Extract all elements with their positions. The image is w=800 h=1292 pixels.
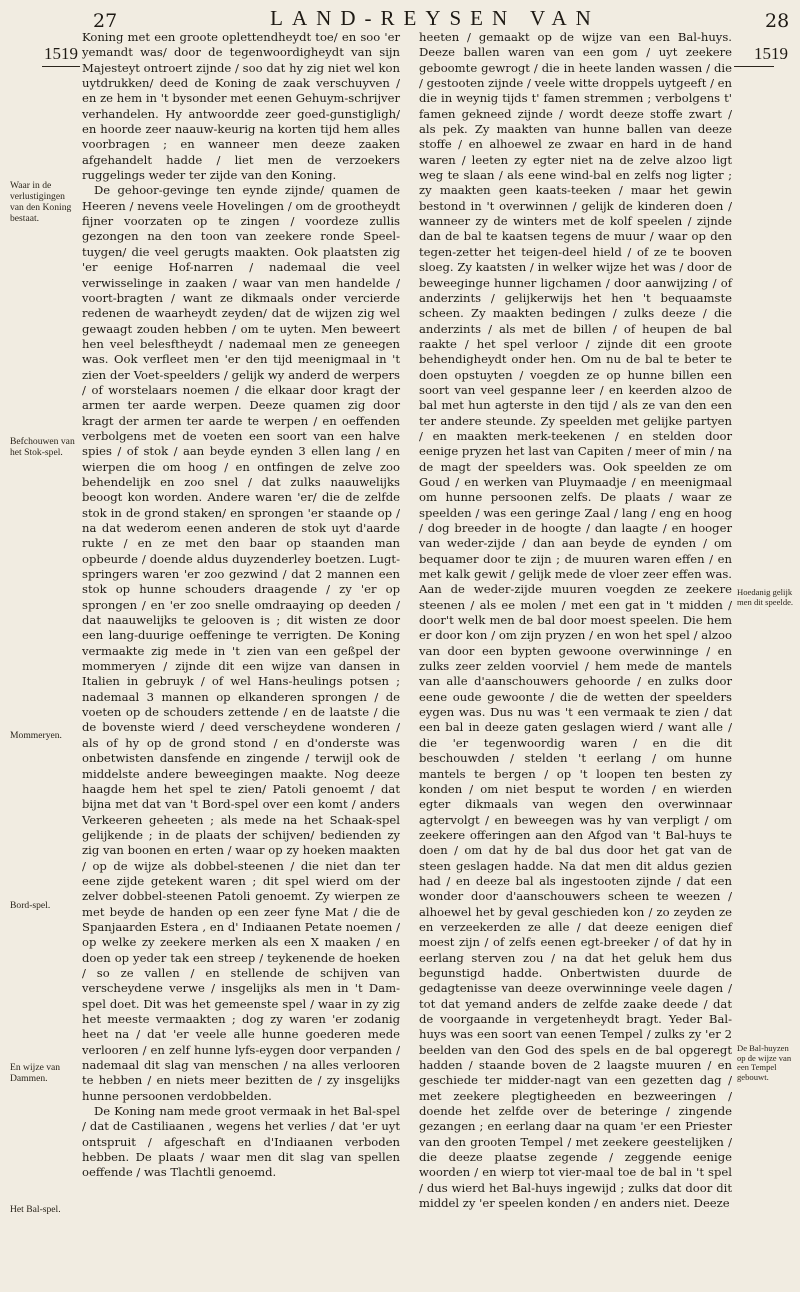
margin-note: Hoedanig gelijk men dit speelde. bbox=[737, 587, 794, 607]
year-rule-left bbox=[42, 66, 80, 67]
year-left: 1519 bbox=[44, 44, 78, 63]
year-rule-right bbox=[734, 66, 774, 67]
margin-note: Waar in de verlustigingen van den Koning bestaat. bbox=[10, 180, 72, 224]
margin-note: De Bal-huyzen op de wijze van een Tempel gebouwt. bbox=[737, 1043, 792, 1082]
running-title: LAND-REYSEN VAN bbox=[270, 6, 600, 30]
margin-note: Het Bal-spel. bbox=[10, 1204, 61, 1215]
page-number-right: 28 bbox=[765, 10, 790, 32]
paragraph: De Koning nam mede groot vermaak in het Bal-spel / dat de Castiliaanen , wegens het verlies / dat 'er uyt ontspruit / afgeschaft en d'Indiaanen verboden hebben. De plaats / waar men dit slag van spellen oeffende / was Tlachtli genoemd. bbox=[82, 1104, 400, 1180]
margin-note: Bord-spel. bbox=[10, 900, 51, 911]
left-text-column bbox=[82, 30, 400, 1181]
margin-note: Mommeryen. bbox=[10, 730, 62, 741]
paragraph: De gehoor-gevinge ten eynde zijnde/ quamen de Heeren / nevens veele Hovelingen / om de grootheydt fijner voorzaten op te zingen / voordeze zullis gezongen na den toon van zeekere ronde Speel-tuygen/ die veel gerugts maakten. Ook plaatsten zig 'er eenige Hof-narren / nademaal die veel verwisselinge in zaaken / waar van men handelde / voort-bragten / want ze dikmaals onder vercierde redenen de waarheydt zeyden/ dat de wijzen zig wel gewaagt zouden hebben / om te uyten. Men beweert hen veel belesftheydt / nademaal men ze geneegen was. Ook verfleet men 'er den tijd meenigmaal in 't zien der Voet-speelders / gelijk wy anderd de werpers / of worstelaars noemen / die elkaar door kragt der armen ter aarde werpen. Deeze quamen zig door kragt der armen ter aarde te werpen / en oeffenden verbolgens met de voeten een soort van een halve spies / of stok / aan beyde eynden 3 ellen lang / en wierpen die om hoog / en ontfingen de zelve zoo behendelijk en zoo snel / dat zulks naauwelijks beoogt kon worden. Andere waren 'er/ die de zelfde stok in de grond staken/ en sprongen 'er staande op / na dat wederom eenen anderen de stok uyt d'aarde rukte / en ze met den baar op staanden man opbeurde / doende aldus duyzenderley boetzen. Lugt-springers waren 'er zoo gezwind / dat 2 mannen een stok op hunne schouders draagende / zy 'er op sprongen / en 'er zoo snelle omdraaying op deeden / dat naauwelijks te gelooven is ; dit wisten ze door een lang-duurige oeffeninge te verrigten. De Koning vermaakte zig mede in 't zien van een geßpel der mommeryen / zijnde dit een wijze van dansen in Italien in gebruyk / of wel Hans-heulings potsen ; nademaal 3 mannen op elkanderen sprongen / de voeten op de schouders zettende / en de laatste / die de bovenste wierd / deed verscheydene wonderen / als of hy op de grond stond / en d'onderste was onbetwisten dansfende en zingende / terwijl ook de middelste andere beweegingen maakte. Nog deeze haagde hem het spel te zien/ Patoli genoemt / dat bijna met dat van 't Bord-spel over een komt / anders Verkeeren geheeten ; als mede na het Schaak-spel gelijkende ; in de plaats der schijven/ bedienden zy zig van boonen en erten / waar op zy hoeken maakten / op de wijze als dobbel-steenen / die niet dan ter eene zijde getekent waren ; dit spel wierd om der zelver dobbel-steenen Patoli genoemt. Zy wierpen ze met beyde de handen op een zeer fyne Mat / die de Spanjaarden Estera , en d' Indiaanen Petate noemen / op welke zy zeekere merken als een X maaken / en doen op yeder tak een streep / teykenende de hoeken / so ze vallen / en stellende de schijven van verscheydene verwe / insgelijks als men in 't Dam-spel doet. Dit was het gemeenste spel / waar in zy zig het meeste vermaakten ; dog zy waren 'er zodanig heet na / dat 'er veele alle hunne goederen mede verlooren / en zelf hunne lyfs-eygen door verpanden / nademaal dit slag van menschen / na alles verlooren te hebben / en niets meer bezitten de / zy insgelijks hunne persoonen verdobbelden. bbox=[82, 183, 400, 1103]
paragraph: Koning met een groote oplettendheydt toe/ en soo 'er yemandt was/ door de tegenwoordigheydt van sijn Majesteyt ontroert zijnde / soo dat hy zig niet wel kon uytdrukken/ deed de Koning de zaak verschuyven / en ze hem in 't bysonder met eenen Gehuym-schrijver verhandelen. Hy antwoordde zeer goed-gunstigligh/ en hoorde zeer naauw-keurig na korten tijd hem alles voorbragen ; en wanneer men deeze zaaken afgehandelt hadde / liet men de verzoekers ruggelings weder ter zijde van den Koning. bbox=[82, 30, 400, 183]
year-right: 1519 bbox=[754, 44, 788, 63]
margin-note: En wijze van Dammen. bbox=[10, 1062, 61, 1084]
margin-note: Befchouwen van het Stok-spel. bbox=[10, 436, 75, 458]
page-number-left: 27 bbox=[93, 10, 118, 32]
paragraph: heeten / gemaakt op de wijze van een Bal-huys. Deeze ballen waren van een gom / uyt zeekere geboomte gewrogt / die in heete landen wassen / die / gestooten zijnde / veele witte droppels uytgeeft / en die in weynig tijds t' famen stremmen ; verbolgens t' famen gekneed zijnde / wordt deeze stoffe zwart / als pek. Zy maakten van hunne ballen van deeze stoffe / en alhoewel ze zwaar en hard in de hand waren / leeten zy egter niet na de zelve alzoo ligt weg te slaan / als eene wind-bal en zelfs nog ligter ; zy maakten geen kaats-teeken / maar het gewin bestond in 't overwinnen / gelijk de kinderen doen / wanneer zy de winters met de kolf speelen / zijnde dan de bal te kaatsen tegens de muur / waar op den tegen-zetter het teigen-deel hield / of ze te booven sloeg. Zy kaatsten / in welker wijze het was / door de beweeginge hunner ligchamen / door aanwijzing / of anderzints / gelijkerwijs het hen 't bequaamste scheen. Zy maakten bedingen / zulks deeze / die anderzints / als met de billen / of heupen de bal raakte / het spel verloor / zijnde dit een groote behendigheydt onder hen. Om nu de bal te beter te doen opstuyten / voegden ze op hunne billen een soort van veel gespanne leer / en keerden alzoo de bal met hun agterste in den tijd / als ze van den een ter andere steunde. Zy speelden met gelijke partyen / en maakten merk-teekenen / en stelden door eenige pryzen het last van Capiten / meer of min / na de magt der speelders was. Ook speelden ze om Goud / en werken van Pluymaadje / en meenigmaal om hunne persoonen zelfs. De plaats / waar ze speelden / was een geringe Zaal / lang / eng en hoog / dog breeder in de hoogte / dan laagte / en hooger van weder-zijde / dan aan beyde de eynden / om bequamer door te zijn ; de muuren waren effen / en met kalk gewit / gelijk mede de vloer zeer effen was. Aan de weder-zijde muuren voegden ze zeekere steenen / als ee molen / met een gat in 't midden / door't welk men de bal door moest speelen. Die hem er door kon / om zijn pryzen / en won het spel / alzoo van door een bypten gewoone overwinninge / en zulks zeer zelden voorviel / hem mede de mantels van alle d'aanschouwers gehoorde / en zulks door eene oude gewoonte / die de wetten der speelders eygen was. Dus nu was 't een vermaak te zien / dat een bal in deeze gaten geslagen wierd / want alle / die 'er tegenwoordig waren / en die dit beschouwden / stelden 't eerlang / om hunne mantels te bergen / op 't loopen ten besten zy konden / om niet besput te worden / en wierden egter dikmaals van wegen den overwinnaar agtervolgt / en beweegen was hy van verpligt / om zeekere offeringen aan den Afgod van 't Bal-huys te doen / om dat hy de bal dus door het gat van de steen geslagen hadde. Na dat men dit aldus gezien had / en deeze bal als ingestooten zijnde / dat een wonder door d'aanschouwers scheen te weezen / alhoewel het by geval geschieden kon / zo zeyden ze en verzeekerden ze alle / dat deeze eenigen dief moest zijn / of zelfs eenen egt-breeker / of dat hy in eerlang sterven zou / na dat het geluk hem dus begunstigd hadde. Onbertwisten duurde de gedagtenisse van deeze overwinninge veele dagen / tot dat yemand anders de zelfde zaake deede / dat de voorgaande in vergetenheydt bragt. Yeder Bal-huys was een soort van eenen Tempel / zulks zy 'er 2 beelden van den God des spels en de bal opgeregt hadden / staande boven de 2 laagste muuren / en geschiede ter midder-nagt van een gezetten dag / met zeekere plegtigheeden en bezweeringen / doende het zelfde over de beteringe / zingende gezangen ; en eerlang daar na quam 'er een Priester van den grooten Tempel / met zeekere geestelijken / die deeze plaatse zegende / zeggende eenige woorden / en wierp tot vier-maal toe de bal in 't spel / dus wierd het Bal-huys ingewijd ; zulks dat door dit middel zy 'er speelen konden / en anders niet. Deeze bbox=[419, 30, 732, 1211]
right-text-column bbox=[419, 30, 732, 1211]
